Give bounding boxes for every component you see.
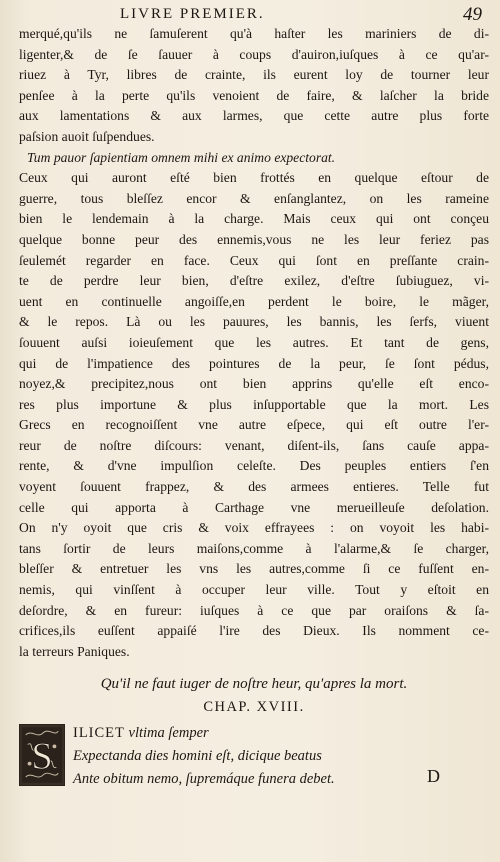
text-line: la terreurs Paniques. [19, 643, 130, 659]
text-line: nemis, qui vinſſent à occuper leur ville. Tout y eſtoit en [19, 582, 489, 598]
verse-line-2: Expectanda dies homini eſt, dicique beatus [73, 748, 322, 765]
decorated-initial-s-icon [19, 724, 65, 786]
chapter-heading: CHAP. XVIII. [203, 699, 305, 716]
text-line: ſeulemét regarder en face. Ceux qui ſont en preſſante crain- [19, 252, 489, 268]
text-line: merqué,qu'ils ne ſamuſerent qu'à haſter les mariniers de di- [19, 26, 489, 41]
svg-text:S: S [31, 735, 53, 778]
text-line: reur de noſtre diſcours: venant, diſent-ils, ſans cauſe appa- [19, 437, 489, 453]
text-line: ſouuent auſsi ioieuſement que les autres. Et tant de gens, [19, 334, 489, 350]
verse-lines [73, 722, 483, 791]
paragraph-1 [19, 24, 489, 148]
text-line: riuez à Tyr, libres de crainte, ils eurent loy de tourner leur [19, 67, 489, 83]
chapter-maxim: Qu'il ne faut iuger de noſtre heur, qu'apres la mort. [100, 676, 408, 693]
text-line: rente, & d'vne impulſion celeſte. Des peuples entiers ſ'en [19, 458, 489, 474]
text-line: crifices,ils euſſent appaiſé l'ire des Dieux. Ils nomment ce- [19, 623, 489, 639]
text-line: & le repos. Là ou les pauures, les bannis, les ſerfs, viuent [19, 314, 489, 330]
text-line: qui de l'impatience des pointures de la peur, ſe ſont pédus, [19, 355, 489, 371]
text-body [19, 24, 489, 794]
text-line: bien le lendemain à la charge. Mais ceux qui ont conçeu [19, 211, 489, 227]
running-head: LIVRE PREMIER. [120, 6, 265, 22]
text-line: voyent ſouuent frappez, & des armees entieres. Telle fut [19, 479, 489, 495]
paragraph-2 [19, 168, 489, 662]
verse-line-3: Ante obitum nemo, ſupremáque funera debet. [73, 771, 335, 788]
page-number: 49 [463, 4, 482, 25]
text-line: te de perdre leur bien, d'eſtre exilez, d'eſtre ſubiuguez, vi- [19, 273, 489, 289]
verse-line-1: ILICET vltima ſemper [73, 725, 209, 742]
text-line: penſee à la perte qu'ils venoient de faire, & laſcher la bride [19, 87, 489, 103]
verse-quotation [19, 722, 489, 794]
catchword: D [427, 766, 440, 786]
text-line: uent en continuelle angoiſſe,en perdent le boire, le mãger, [19, 293, 489, 309]
text-line: paſsion auoit ſuſpendues. [19, 128, 155, 144]
text-line: noyez,& precipitez,nous ont bien apprins qu'elle eſt enco- [19, 376, 489, 392]
text-line: res plus importune & plus inſupportable que la mort. Les [19, 396, 489, 412]
text-line: ligenter,& de ſe ſauuer à coups d'auiron,iuſques à ce qu'ar- [19, 46, 489, 62]
text-line: tans ſortir de leurs maiſons,comme à l'alarme,& ſe charger, [19, 540, 489, 556]
text-line: Ceux qui auront eſté bien frottés en quelque eſtour de [19, 170, 489, 186]
text-line: guerre, tous bleſſez encor & enſanglantez, on les rameine [19, 190, 489, 206]
text-line: deſordre, & en fureur: iuſques à ce que par oraiſons & ſa- [19, 602, 489, 618]
page-header [20, 4, 492, 26]
text-line: celle qui apporta à Carthage vne merueilleuſe deſolation. [19, 499, 489, 515]
latin-quotation: Tum pauor ſapientiam omnem mihi ex animo expectorat. [27, 149, 336, 165]
text-line: bleſſer & entretuer les vns les autres,comme ſi ce fuſſent en- [19, 561, 489, 577]
text-line: Grecs en recognoiſſent vne autre eſpece, qui eſt outre l'er- [19, 417, 489, 433]
text-line: quelque bonne peur des ennemis,vous ne les leur feriez pas [19, 231, 489, 247]
text-line: On n'y oyoit que cris & voix effrayees : on voyoit les habi- [19, 520, 489, 536]
text-line: aux lamentations & aux larmes, que cette autre plus forte [19, 108, 489, 124]
